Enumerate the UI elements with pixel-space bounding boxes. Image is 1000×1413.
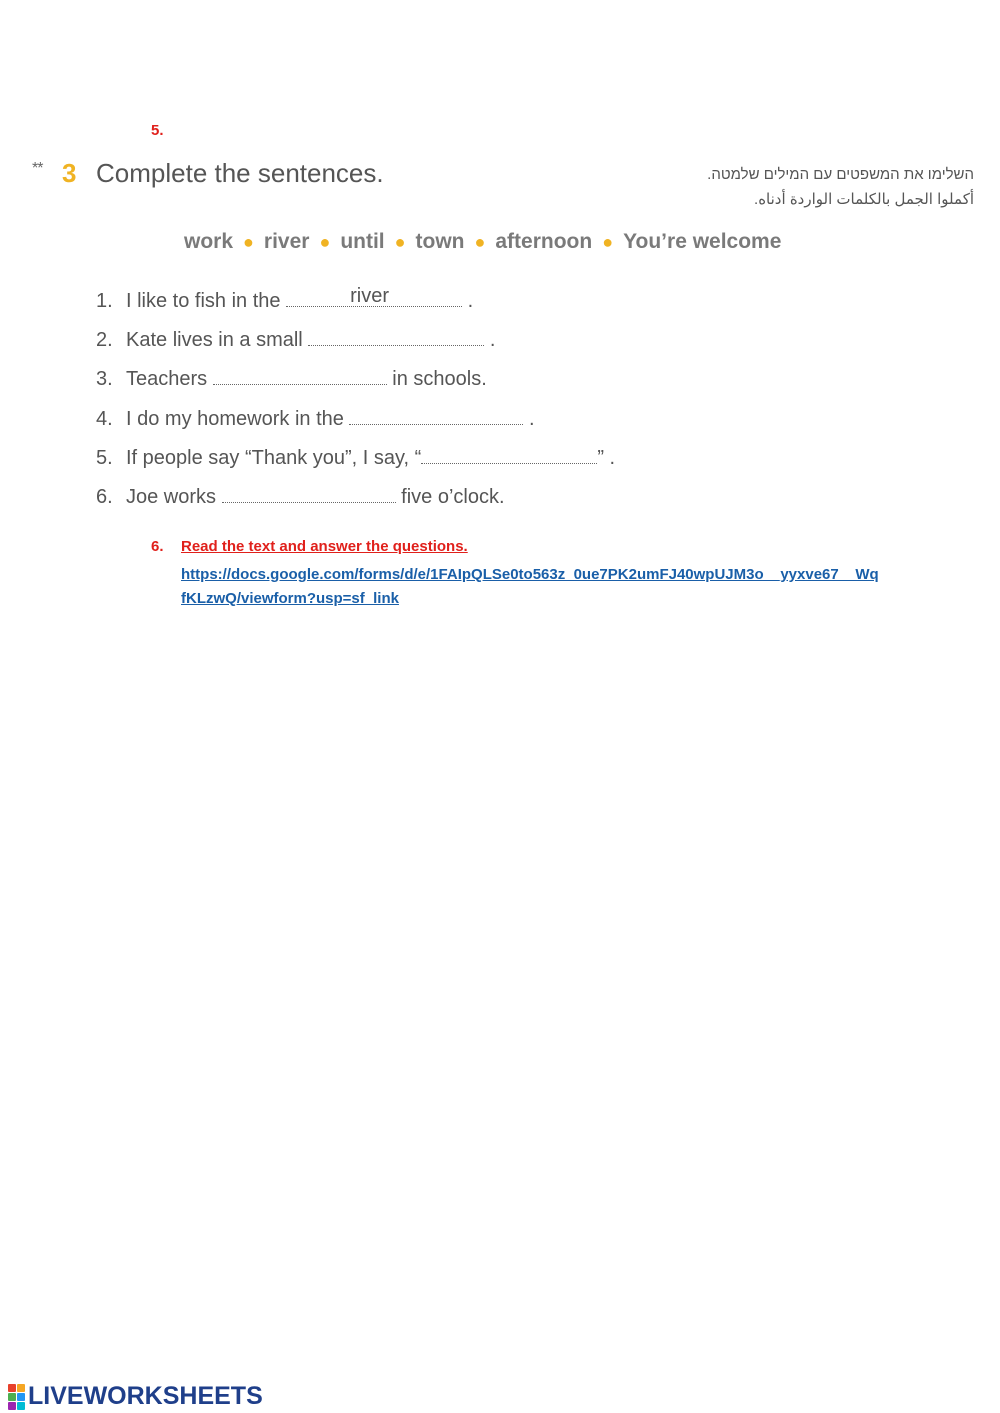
question-number: 6.	[151, 538, 164, 555]
bullet-dot-icon: ●	[394, 232, 406, 252]
word-bank-item: town	[415, 230, 465, 253]
sentence-number: 5.	[96, 447, 113, 469]
sentence-text-after: .	[529, 408, 535, 430]
sentence-number: 2.	[96, 329, 113, 351]
question-6	[151, 538, 468, 555]
sentence-2	[96, 325, 495, 352]
answer-blank[interactable]	[349, 404, 523, 425]
sentence-5	[96, 443, 615, 470]
question-text: Read the text and answer the questions.	[181, 538, 468, 555]
sentence-text-after: .	[467, 290, 474, 312]
sentence-text: If people say “Thank you”, I say, “	[126, 447, 422, 469]
word-bank	[184, 230, 781, 254]
sentence-text-after: ” .	[597, 447, 616, 469]
liveworksheets-logo[interactable]	[8, 1382, 263, 1411]
bullet-dot-icon: ●	[243, 232, 254, 252]
word-bank-item: river	[263, 230, 310, 253]
logo-text: LIVEWORKSHEETS	[28, 1382, 263, 1410]
word-bank-item: work	[184, 230, 234, 253]
sentence-1	[96, 286, 473, 313]
instruction-arabic: أكملوا الجمل بالكلمات الواردة أدناه.	[754, 191, 974, 208]
difficulty-stars: **	[32, 160, 43, 177]
bullet-dot-icon: ●	[602, 232, 614, 252]
answer-blank[interactable]	[213, 364, 387, 385]
answer-blank[interactable]	[286, 286, 462, 307]
bullet-dot-icon: ●	[474, 232, 486, 252]
instruction-hebrew: השלימו את המשפטים עם המילים שלמטה.	[707, 166, 974, 183]
sentence-text-after: in schools.	[392, 368, 487, 390]
sentence-text: Joe works	[126, 486, 217, 508]
sentence-text: I like to fish in the	[126, 290, 281, 312]
sentence-number: 3.	[96, 368, 113, 390]
sentence-number: 1.	[96, 290, 113, 312]
sentence-text-after: five o’clock.	[401, 486, 505, 508]
word-bank-item: afternoon	[495, 230, 593, 253]
word-bank-item: until	[340, 230, 385, 253]
answer-text: river	[350, 285, 389, 307]
sentence-text: I do my homework in the	[126, 408, 344, 430]
word-bank-item: You’re welcome	[623, 230, 782, 253]
sentence-text: Teachers	[126, 368, 208, 390]
sentence-text-after: .	[489, 329, 496, 351]
sentence-number: 6.	[96, 486, 113, 508]
answer-blank[interactable]	[308, 325, 484, 346]
exercise-title: Complete the sentences.	[96, 158, 384, 188]
google-form-link[interactable]: https://docs.google.com/forms/d/e/1FAIpQLSe0to563z_0ue7PK2umFJ40wpUJM3o__yyxve67__WqfKLzwQ/viewform?usp=sf_link	[181, 566, 879, 607]
logo-grid-icon	[8, 1384, 25, 1410]
sentence-number: 4.	[96, 408, 113, 430]
exercise-number: 3	[62, 158, 77, 188]
sentence-4	[96, 404, 535, 431]
sentence-3	[96, 364, 487, 391]
answer-blank[interactable]	[421, 443, 597, 464]
sentence-text: Kate lives in a small	[126, 329, 303, 351]
section-number: 5.	[151, 122, 164, 139]
answer-blank[interactable]	[222, 482, 396, 503]
sentence-6	[96, 482, 505, 509]
bullet-dot-icon: ●	[319, 232, 331, 252]
